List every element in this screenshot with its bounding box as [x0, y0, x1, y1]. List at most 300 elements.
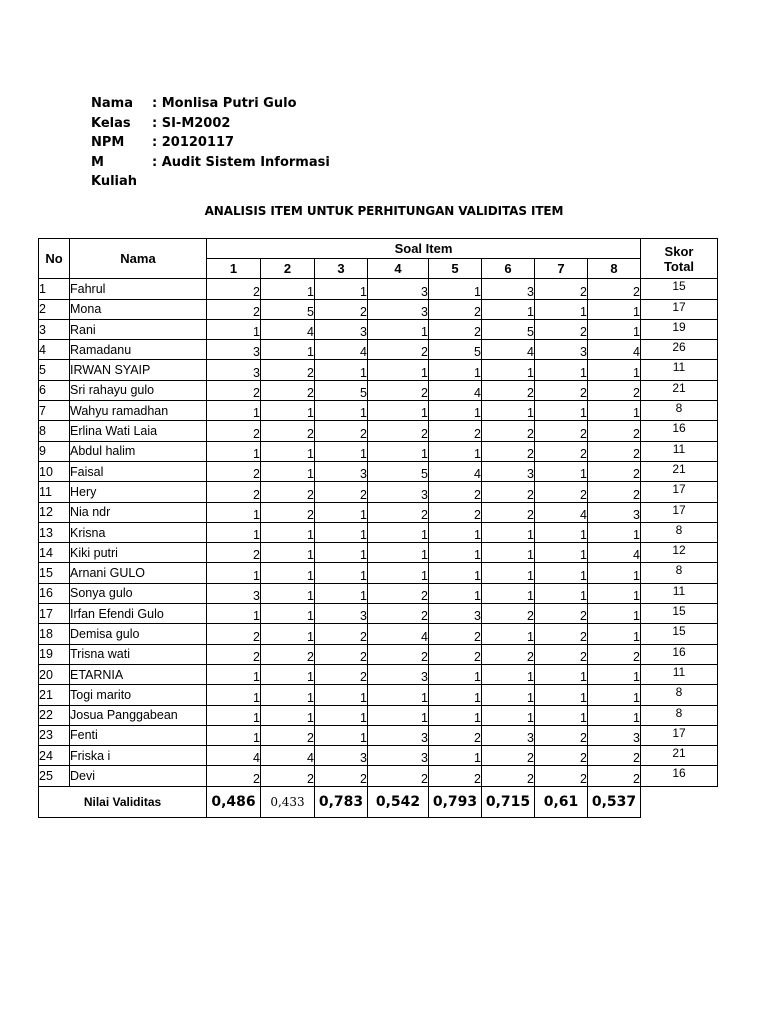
- score-cell: 4: [261, 319, 315, 339]
- score-cell: 1: [429, 685, 482, 705]
- score-cell: 4: [368, 624, 429, 644]
- score-cell: 3: [207, 360, 261, 380]
- score-cell: 3: [315, 604, 368, 624]
- score-cell: 5: [315, 380, 368, 400]
- info-label: NPM: [91, 135, 125, 150]
- table-row: [39, 563, 718, 583]
- info-value: : Audit Sistem Informasi: [152, 154, 330, 170]
- score-cell: 4: [429, 380, 482, 400]
- score-cell: 1: [207, 441, 261, 461]
- score-cell: 1: [261, 664, 315, 684]
- row-total: 11: [641, 583, 718, 603]
- score-cell: 2: [368, 766, 429, 786]
- table-row: [39, 340, 718, 360]
- validity-value: 0,433: [261, 786, 315, 817]
- score-cell: 1: [315, 360, 368, 380]
- row-total: 17: [641, 502, 718, 522]
- score-cell: 2: [535, 421, 588, 441]
- score-cell: 1: [588, 563, 641, 583]
- table-body: [39, 279, 718, 786]
- score-cell: 1: [368, 685, 429, 705]
- row-name: Fahrul: [70, 279, 207, 299]
- score-cell: 3: [588, 725, 641, 745]
- score-cell: 1: [535, 360, 588, 380]
- score-cell: 2: [207, 766, 261, 786]
- score-cell: 2: [429, 482, 482, 502]
- row-total: 8: [641, 401, 718, 421]
- score-cell: 2: [482, 380, 535, 400]
- score-cell: 1: [588, 685, 641, 705]
- score-cell: 1: [368, 441, 429, 461]
- row-no: 25: [39, 766, 70, 786]
- score-cell: 4: [207, 746, 261, 766]
- header-item-3: 3: [315, 259, 368, 279]
- row-total: 8: [641, 522, 718, 542]
- score-cell: 1: [482, 563, 535, 583]
- score-cell: 1: [207, 522, 261, 542]
- score-cell: 2: [482, 441, 535, 461]
- score-cell: 3: [368, 725, 429, 745]
- score-cell: 1: [261, 563, 315, 583]
- row-total: 8: [641, 705, 718, 725]
- score-cell: 2: [261, 380, 315, 400]
- score-cell: 1: [315, 563, 368, 583]
- row-name: Irfan Efendi Gulo: [70, 604, 207, 624]
- score-cell: 1: [207, 401, 261, 421]
- score-cell: 1: [588, 624, 641, 644]
- score-cell: 2: [429, 502, 482, 522]
- row-total: 16: [641, 644, 718, 664]
- row-total: 15: [641, 624, 718, 644]
- header-item-5: 5: [429, 259, 482, 279]
- table-row: [39, 279, 718, 299]
- table-row: [39, 502, 718, 522]
- score-cell: 1: [482, 360, 535, 380]
- score-cell: 2: [429, 725, 482, 745]
- row-name: Togi marito: [70, 685, 207, 705]
- score-cell: 1: [368, 522, 429, 542]
- score-cell: 1: [535, 522, 588, 542]
- validity-label: Nilai Validitas: [39, 786, 207, 817]
- score-cell: 2: [261, 766, 315, 786]
- validity-value: 0,486: [207, 786, 261, 817]
- row-name: Rani: [70, 319, 207, 339]
- score-cell: 2: [535, 380, 588, 400]
- table-row: [39, 421, 718, 441]
- row-no: 24: [39, 746, 70, 766]
- score-cell: 2: [368, 340, 429, 360]
- score-cell: 2: [368, 380, 429, 400]
- row-total: 11: [641, 360, 718, 380]
- header-item-7: 7: [535, 259, 588, 279]
- header-item-6: 6: [482, 259, 535, 279]
- score-cell: 1: [261, 279, 315, 299]
- score-cell: 1: [429, 543, 482, 563]
- score-cell: 5: [368, 461, 429, 481]
- score-cell: 1: [207, 725, 261, 745]
- score-cell: 1: [588, 299, 641, 319]
- score-cell: 1: [368, 360, 429, 380]
- table-row: [39, 482, 718, 502]
- score-cell: 4: [315, 340, 368, 360]
- score-cell: 1: [429, 664, 482, 684]
- row-no: 9: [39, 441, 70, 461]
- row-no: 16: [39, 583, 70, 603]
- score-cell: 2: [429, 299, 482, 319]
- score-cell: 2: [261, 502, 315, 522]
- score-cell: 1: [207, 604, 261, 624]
- row-no: 12: [39, 502, 70, 522]
- table-row: [39, 360, 718, 380]
- score-cell: 4: [261, 746, 315, 766]
- row-no: 21: [39, 685, 70, 705]
- empty-cell: [641, 786, 718, 817]
- score-cell: 4: [429, 461, 482, 481]
- score-cell: 1: [261, 522, 315, 542]
- score-cell: 2: [535, 725, 588, 745]
- score-cell: 2: [207, 543, 261, 563]
- score-cell: 2: [207, 279, 261, 299]
- score-cell: 1: [315, 401, 368, 421]
- score-cell: 1: [315, 685, 368, 705]
- score-cell: 2: [368, 421, 429, 441]
- row-no: 22: [39, 705, 70, 725]
- score-cell: 2: [207, 421, 261, 441]
- table-row: [39, 644, 718, 664]
- score-cell: 2: [535, 746, 588, 766]
- table-row: [39, 583, 718, 603]
- score-cell: 2: [315, 421, 368, 441]
- row-name: Arnani GULO: [70, 563, 207, 583]
- score-cell: 3: [315, 461, 368, 481]
- row-no: 11: [39, 482, 70, 502]
- score-cell: 1: [588, 401, 641, 421]
- row-name: Devi: [70, 766, 207, 786]
- score-cell: 2: [315, 482, 368, 502]
- score-cell: 5: [261, 299, 315, 319]
- score-cell: 2: [315, 664, 368, 684]
- score-cell: 2: [535, 441, 588, 461]
- score-cell: 1: [588, 583, 641, 603]
- score-cell: 2: [315, 766, 368, 786]
- validity-value: 0,537: [588, 786, 641, 817]
- score-cell: 2: [588, 766, 641, 786]
- row-total: 21: [641, 380, 718, 400]
- score-cell: 1: [482, 624, 535, 644]
- score-cell: 2: [482, 502, 535, 522]
- score-cell: 1: [588, 360, 641, 380]
- score-cell: 1: [315, 725, 368, 745]
- row-name: Demisa gulo: [70, 624, 207, 644]
- header-skor: Skor: [664, 243, 694, 259]
- score-cell: 1: [261, 441, 315, 461]
- score-cell: 1: [429, 441, 482, 461]
- score-cell: 2: [429, 766, 482, 786]
- score-cell: 2: [588, 461, 641, 481]
- row-no: 19: [39, 644, 70, 664]
- row-no: 3: [39, 319, 70, 339]
- row-name: Trisna wati: [70, 644, 207, 664]
- score-cell: 2: [429, 624, 482, 644]
- score-cell: 1: [261, 705, 315, 725]
- score-cell: 3: [429, 604, 482, 624]
- row-total: 26: [641, 340, 718, 360]
- info-label: Nama: [91, 96, 133, 111]
- table-row: [39, 461, 718, 481]
- score-cell: 1: [429, 583, 482, 603]
- header-item-8: 8: [588, 259, 641, 279]
- score-cell: 1: [368, 563, 429, 583]
- score-cell: 2: [429, 644, 482, 664]
- row-total: 16: [641, 421, 718, 441]
- score-cell: 1: [588, 604, 641, 624]
- row-no: 5: [39, 360, 70, 380]
- table-row: [39, 705, 718, 725]
- score-cell: 2: [535, 644, 588, 664]
- score-cell: 2: [588, 644, 641, 664]
- row-total: 17: [641, 725, 718, 745]
- score-cell: 1: [482, 543, 535, 563]
- score-cell: 2: [261, 360, 315, 380]
- score-cell: 3: [535, 340, 588, 360]
- row-name: Fenti: [70, 725, 207, 745]
- score-cell: 1: [535, 583, 588, 603]
- score-cell: 1: [535, 664, 588, 684]
- score-cell: 1: [207, 685, 261, 705]
- table-row: [39, 380, 718, 400]
- table-row: [39, 746, 718, 766]
- table-row: [39, 522, 718, 542]
- row-no: 20: [39, 664, 70, 684]
- row-no: 2: [39, 299, 70, 319]
- validity-value: 0,542: [368, 786, 429, 817]
- score-cell: 1: [482, 664, 535, 684]
- score-cell: 2: [535, 482, 588, 502]
- score-cell: 2: [429, 421, 482, 441]
- row-no: 23: [39, 725, 70, 745]
- row-total: 19: [641, 319, 718, 339]
- score-cell: 1: [429, 522, 482, 542]
- validity-value: 0,793: [429, 786, 482, 817]
- row-no: 6: [39, 380, 70, 400]
- row-total: 11: [641, 441, 718, 461]
- score-cell: 1: [368, 705, 429, 725]
- info-label: Kelas: [91, 115, 131, 131]
- row-name: Friska i: [70, 746, 207, 766]
- score-cell: 1: [315, 543, 368, 563]
- score-cell: 1: [261, 401, 315, 421]
- score-cell: 1: [535, 461, 588, 481]
- row-no: 18: [39, 624, 70, 644]
- score-cell: 2: [588, 746, 641, 766]
- score-cell: 2: [482, 644, 535, 664]
- header-item-2: 2: [261, 259, 315, 279]
- score-cell: 1: [261, 461, 315, 481]
- score-cell: 2: [482, 766, 535, 786]
- info-value: : Monlisa Putri Gulo: [152, 96, 297, 111]
- score-cell: 1: [368, 319, 429, 339]
- header-no: No: [39, 239, 70, 279]
- validity-row: [39, 786, 718, 817]
- score-cell: 1: [315, 705, 368, 725]
- score-cell: 1: [207, 664, 261, 684]
- header-skor-total: [641, 239, 718, 279]
- score-cell: 2: [261, 644, 315, 664]
- score-cell: 1: [482, 522, 535, 542]
- row-total: 11: [641, 664, 718, 684]
- score-cell: 1: [535, 299, 588, 319]
- score-cell: 1: [535, 543, 588, 563]
- header-total: Total: [663, 258, 695, 274]
- score-cell: 1: [261, 543, 315, 563]
- row-name: Mona: [70, 299, 207, 319]
- table-row: [39, 725, 718, 745]
- score-cell: 1: [261, 583, 315, 603]
- score-cell: 2: [207, 380, 261, 400]
- table-row: [39, 319, 718, 339]
- score-cell: 2: [207, 644, 261, 664]
- score-cell: 2: [368, 604, 429, 624]
- score-cell: 2: [261, 482, 315, 502]
- table-row: [39, 685, 718, 705]
- score-cell: 1: [535, 685, 588, 705]
- score-cell: 3: [482, 461, 535, 481]
- row-name: Sonya gulo: [70, 583, 207, 603]
- score-cell: 1: [429, 563, 482, 583]
- score-cell: 1: [482, 583, 535, 603]
- score-cell: 1: [261, 604, 315, 624]
- row-name: Kiki putri: [70, 543, 207, 563]
- row-no: 17: [39, 604, 70, 624]
- row-total: 8: [641, 563, 718, 583]
- score-cell: 1: [482, 705, 535, 725]
- score-cell: 3: [368, 299, 429, 319]
- student-info: [91, 94, 330, 192]
- info-value: : SI-M2002: [152, 115, 231, 131]
- score-cell: 2: [588, 482, 641, 502]
- info-row-kelas: [91, 114, 330, 134]
- score-cell: 2: [535, 319, 588, 339]
- score-cell: 1: [588, 319, 641, 339]
- row-name: Wahyu ramadhan: [70, 401, 207, 421]
- score-cell: 2: [315, 299, 368, 319]
- score-cell: 2: [207, 624, 261, 644]
- score-cell: 2: [535, 279, 588, 299]
- score-cell: 2: [535, 604, 588, 624]
- document-title: ANALISIS ITEM UNTUK PERHITUNGAN VALIDITAS ITEM: [204, 204, 564, 218]
- row-total: 21: [641, 746, 718, 766]
- score-cell: 1: [315, 583, 368, 603]
- header-name: Nama: [70, 239, 207, 279]
- score-cell: 1: [429, 360, 482, 380]
- info-value: : 20120117: [152, 135, 235, 150]
- score-cell: 1: [315, 522, 368, 542]
- score-cell: 4: [482, 340, 535, 360]
- score-cell: 2: [482, 746, 535, 766]
- table-row: [39, 543, 718, 563]
- score-cell: 3: [207, 583, 261, 603]
- score-cell: 1: [588, 705, 641, 725]
- score-cell: 2: [315, 624, 368, 644]
- score-cell: 3: [482, 725, 535, 745]
- row-total: 12: [641, 543, 718, 563]
- table-row: [39, 441, 718, 461]
- score-cell: 3: [588, 502, 641, 522]
- score-cell: 1: [368, 401, 429, 421]
- score-cell: 4: [588, 340, 641, 360]
- score-cell: 3: [368, 482, 429, 502]
- score-cell: 2: [261, 421, 315, 441]
- score-cell: 2: [535, 766, 588, 786]
- table-row: [39, 604, 718, 624]
- row-name: Faisal: [70, 461, 207, 481]
- score-cell: 3: [315, 319, 368, 339]
- validity-value: 0,715: [482, 786, 535, 817]
- score-cell: 2: [588, 441, 641, 461]
- score-cell: 2: [315, 644, 368, 664]
- table-row: [39, 624, 718, 644]
- score-cell: 1: [368, 543, 429, 563]
- score-cell: 1: [535, 401, 588, 421]
- row-no: 8: [39, 421, 70, 441]
- header-item-4: 4: [368, 259, 429, 279]
- row-name: IRWAN SYAIP: [70, 360, 207, 380]
- score-cell: 2: [368, 644, 429, 664]
- score-cell: 3: [207, 340, 261, 360]
- row-name: Hery: [70, 482, 207, 502]
- validity-value: 0,783: [315, 786, 368, 817]
- score-cell: 1: [482, 299, 535, 319]
- score-cell: 3: [368, 746, 429, 766]
- score-cell: 1: [429, 279, 482, 299]
- validity-value: 0,61: [535, 786, 588, 817]
- score-cell: 1: [315, 279, 368, 299]
- row-name: Josua Panggabean: [70, 705, 207, 725]
- score-cell: 2: [207, 482, 261, 502]
- score-cell: 1: [261, 624, 315, 644]
- score-cell: 1: [207, 319, 261, 339]
- score-cell: 1: [482, 685, 535, 705]
- table-row: [39, 401, 718, 421]
- score-cell: 2: [588, 279, 641, 299]
- score-cell: 2: [207, 461, 261, 481]
- row-name: Erlina Wati Laia: [70, 421, 207, 441]
- score-cell: 1: [588, 664, 641, 684]
- info-label: M Kuliah: [91, 154, 138, 189]
- score-cell: 2: [429, 319, 482, 339]
- table-row: [39, 299, 718, 319]
- row-no: 7: [39, 401, 70, 421]
- score-cell: 2: [535, 624, 588, 644]
- row-total: 15: [641, 604, 718, 624]
- score-cell: 1: [535, 563, 588, 583]
- row-name: Abdul halim: [70, 441, 207, 461]
- table-row: [39, 664, 718, 684]
- validity-table: [38, 238, 718, 818]
- row-no: 13: [39, 522, 70, 542]
- info-row-npm: [91, 133, 330, 153]
- score-cell: 3: [315, 746, 368, 766]
- score-cell: 1: [482, 401, 535, 421]
- score-cell: 1: [207, 563, 261, 583]
- score-cell: 2: [368, 583, 429, 603]
- score-cell: 1: [429, 746, 482, 766]
- row-no: 15: [39, 563, 70, 583]
- row-no: 4: [39, 340, 70, 360]
- row-name: Ramadanu: [70, 340, 207, 360]
- score-cell: 3: [368, 664, 429, 684]
- row-total: 15: [641, 279, 718, 299]
